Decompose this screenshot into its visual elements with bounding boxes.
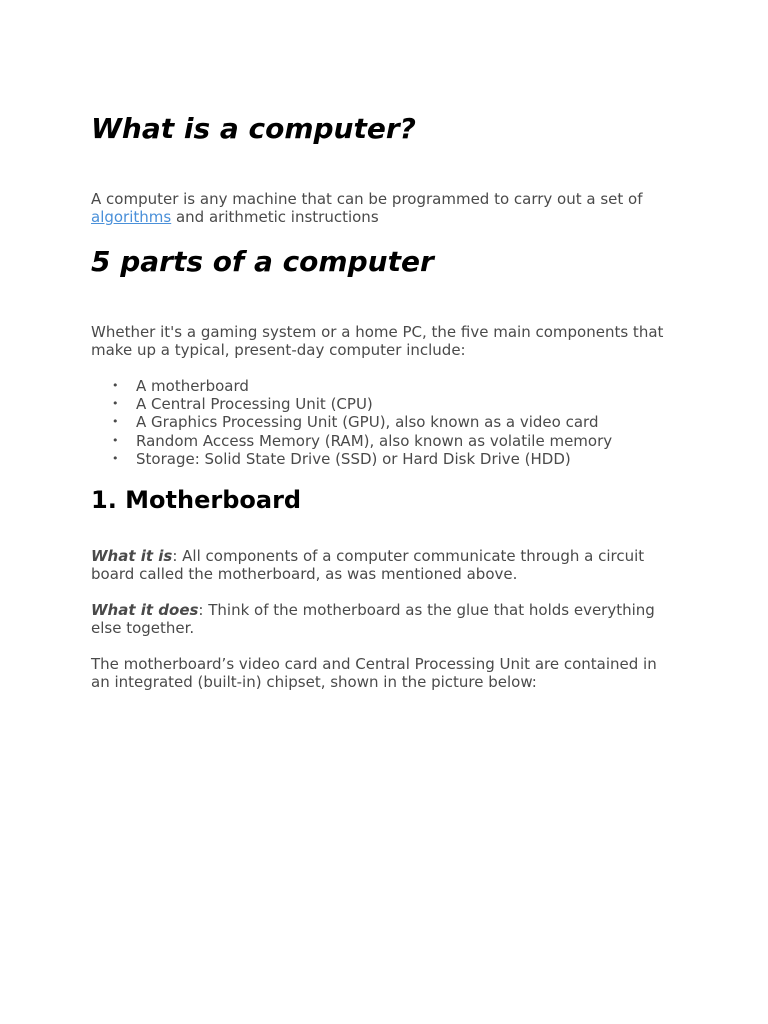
bullet-icon: • [112,397,119,411]
what-it-does-paragraph [91,601,676,637]
definition-text-end: and arithmetic instructions [171,208,379,226]
bullet-icon: • [112,415,119,429]
list-item [91,450,681,468]
what-it-is-paragraph [91,547,676,583]
list-item [91,377,681,395]
list-item-text: A motherboard [136,377,249,395]
heading-motherboard: 1. Motherboard [91,486,302,514]
list-item-text: A Central Processing Unit (CPU) [136,395,373,414]
definition-text-start: A computer is any machine that can be programmed to carry out a set of [91,190,643,208]
components-list [91,377,681,468]
list-item [91,432,681,450]
list-item [91,395,681,413]
what-it-is-label: What it is [91,547,173,565]
heading-5-parts: 5 parts of a computer [91,245,434,278]
what-it-does-label: What it does [91,601,199,619]
what-it-is-text: : All components of a computer communicate through a circuit board called the motherboard, as was mentioned above. [91,547,645,583]
algorithms-link[interactable]: algorithms [91,208,172,226]
heading-what-is-a-computer: What is a computer? [91,112,416,145]
definition-paragraph [91,190,676,226]
components-intro-paragraph: Whether it's a gaming system or a home PC, the five main components that make up a typical, present-day computer include: [91,323,664,359]
list-item-text: A Graphics Processing Unit (GPU), also known as a video card [136,413,599,432]
bullet-icon: • [112,433,119,447]
list-item-text: Storage: Solid State Drive (SSD) or Hard Disk Drive (HDD) [136,449,571,468]
chipset-paragraph: The motherboard’s video card and Central Processing Unit are contained in an integrated (built-in) chipset, shown in the picture below: [91,655,657,691]
list-item-text: Random Access Memory (RAM), also known as volatile memory [136,431,613,450]
bullet-icon: • [112,379,119,392]
bullet-icon: • [112,451,119,465]
list-item [91,413,681,431]
what-it-does-text: : Think of the motherboard as the glue that holds everything else together. [91,601,655,637]
